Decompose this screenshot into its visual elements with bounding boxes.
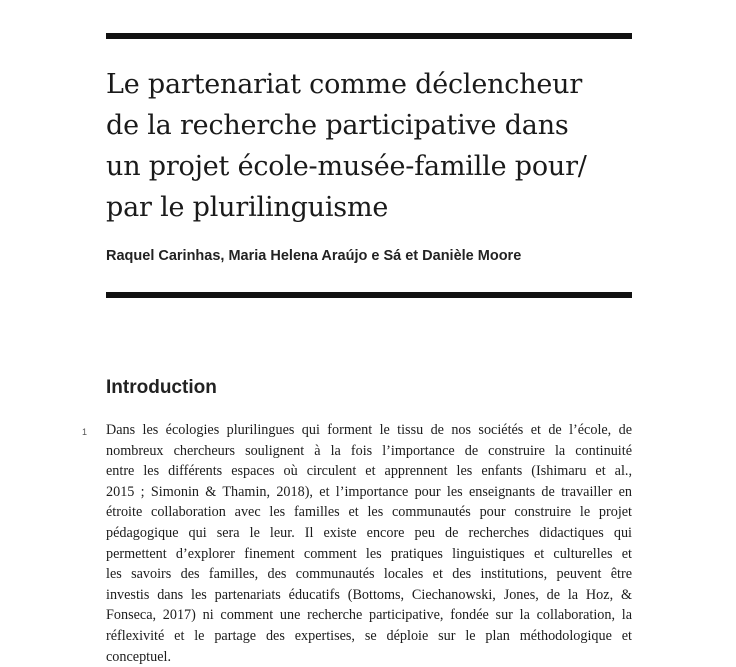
title-line: un projet école-musée-famille pour/ bbox=[106, 151, 587, 182]
paragraph-line: permettent d’explorer finement comment les pratiques linguistiques et culturelles et bbox=[106, 545, 632, 562]
paragraph-line: étroite collaboration avec les familles et les communautés pour construire le projet bbox=[106, 504, 632, 521]
paragraph-line: Fonseca, 2017) ni comment une recherche participative, fondée sur la collaboration, la bbox=[106, 607, 632, 624]
paragraph-line: les savoirs des familles, des communautés locales et des institutions, peuvent être bbox=[106, 566, 632, 583]
title-top-rule bbox=[106, 33, 632, 39]
title-line: Le partenariat comme déclencheur bbox=[106, 69, 583, 100]
section-heading: Introduction bbox=[106, 377, 217, 398]
paragraph-number: 1 bbox=[82, 427, 88, 437]
paragraph-line: 2015 ; Simonin & Thamin, 2018), et l’importance pour les enseignants de travailler en bbox=[106, 483, 632, 500]
paragraph-line: investis dans les partenariats éducatifs (Bottoms, Ciechanowski, Jones, de la Hoz, & bbox=[106, 586, 632, 603]
paragraph-line: entre les différents espaces où circulent et apprennent les enfants (Ishimaru et al., bbox=[106, 463, 632, 480]
paragraph-line: conceptuel. bbox=[106, 648, 171, 665]
title-line: de la recherche participative dans bbox=[106, 110, 569, 141]
article-title bbox=[106, 64, 646, 228]
body-paragraph bbox=[106, 420, 632, 667]
title-line: par le plurilinguisme bbox=[106, 192, 389, 223]
paragraph-line: réflexivité et le partage des expertises, se déploie sur le plan méthodologique et bbox=[106, 627, 632, 644]
paragraph-line: nombreux chercheurs soulignent à la fois l’importance de construire la continuité bbox=[106, 442, 632, 459]
paragraph-line: pédagogique qui sera le leur. Il existe encore peu de recherches didactiques qui bbox=[106, 524, 632, 541]
paragraph-line: Dans les écologies plurilingues qui forment le tissu de nos sociétés et de l’école, de bbox=[106, 422, 632, 438]
title-bottom-rule bbox=[106, 292, 632, 298]
article-authors: Raquel Carinhas, Maria Helena Araújo e Sá et Danièle Moore bbox=[106, 248, 522, 264]
